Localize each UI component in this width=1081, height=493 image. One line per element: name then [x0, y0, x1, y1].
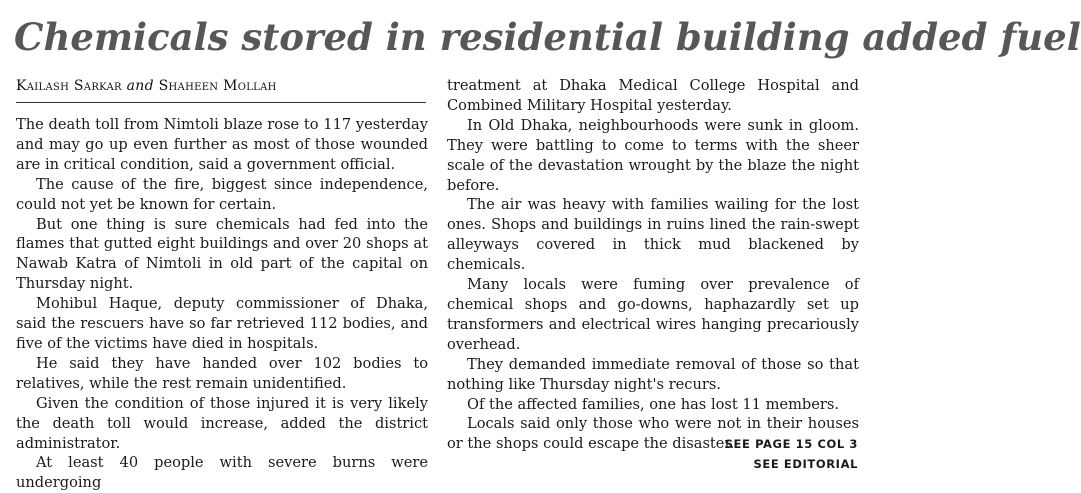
- paragraph: The death toll from Nimtoli blaze rose to 117 yesterday and may go up even further as most of those wounded are in critical condition, said a government official.: [16, 116, 428, 173]
- article-column-left: [16, 115, 428, 493]
- paragraph: At least 40 people with severe burns were undergoing: [16, 454, 428, 492]
- byline-author-1: Kailash Sarkar: [16, 78, 122, 94]
- byline-author-2: Shaheen Mollah: [158, 78, 277, 94]
- article-column-right: [447, 76, 859, 454]
- paragraph: Locals said only those who were not in their houses or the shops could escape the disaster.: [447, 415, 859, 453]
- paragraph: The cause of the fire, biggest since independence, could not yet be known for certain.: [16, 175, 428, 213]
- paragraph: In Old Dhaka, neighbourhoods were sunk in gloom. They were battling to come to terms with the sheer scale of the devastation wrought by the blaze the night before.: [447, 116, 859, 194]
- paragraph: Many locals were fuming over prevalence of chemical shops and go-downs, haphazardly set up transformers and electrical wires hanging precariously overhead.: [447, 276, 859, 353]
- paragraph: treatment at Dhaka Medical College Hospital and Combined Military Hospital yesterday.: [447, 77, 859, 114]
- paragraph: Of the affected families, one has lost 11 members.: [467, 395, 839, 413]
- byline-conjunction: and: [126, 78, 154, 94]
- continued-reference[interactable]: SEE PAGE 15 COL 3: [724, 437, 858, 451]
- paragraph: Given the condition of those injured it is very likely the death toll would increase, added the district administrator.: [16, 394, 428, 452]
- byline-divider: [16, 102, 426, 103]
- byline: [16, 76, 426, 96]
- paragraph: They demanded immediate removal of those so that nothing like Thursday night's recurs.: [447, 355, 859, 393]
- editorial-reference[interactable]: SEE EDITORIAL: [753, 457, 858, 471]
- continuation-references: [725, 434, 858, 474]
- headline: Chemicals stored in residential building added fuel: [14, 15, 1081, 59]
- paragraph: But one thing is sure chemicals had fed into the flames that gutted eight buildings and over 20 shops at Nawab Katra of Nimtoli in old part of the capital on Thursday night.: [16, 215, 428, 293]
- paragraph: Mohibul Haque, deputy commissioner of Dhaka, said the rescuers have so far retrieved 112 bodies, and five of the victims have died in hospitals.: [16, 295, 428, 352]
- paragraph: The air was heavy with families wailing for the lost ones. Shops and buildings in ruins lined the rain-swept alleyways covered in thick mud blackened by chemicals.: [447, 196, 859, 274]
- paragraph: He said they have handed over 102 bodies to relatives, while the rest remain unidentified.: [16, 354, 428, 392]
